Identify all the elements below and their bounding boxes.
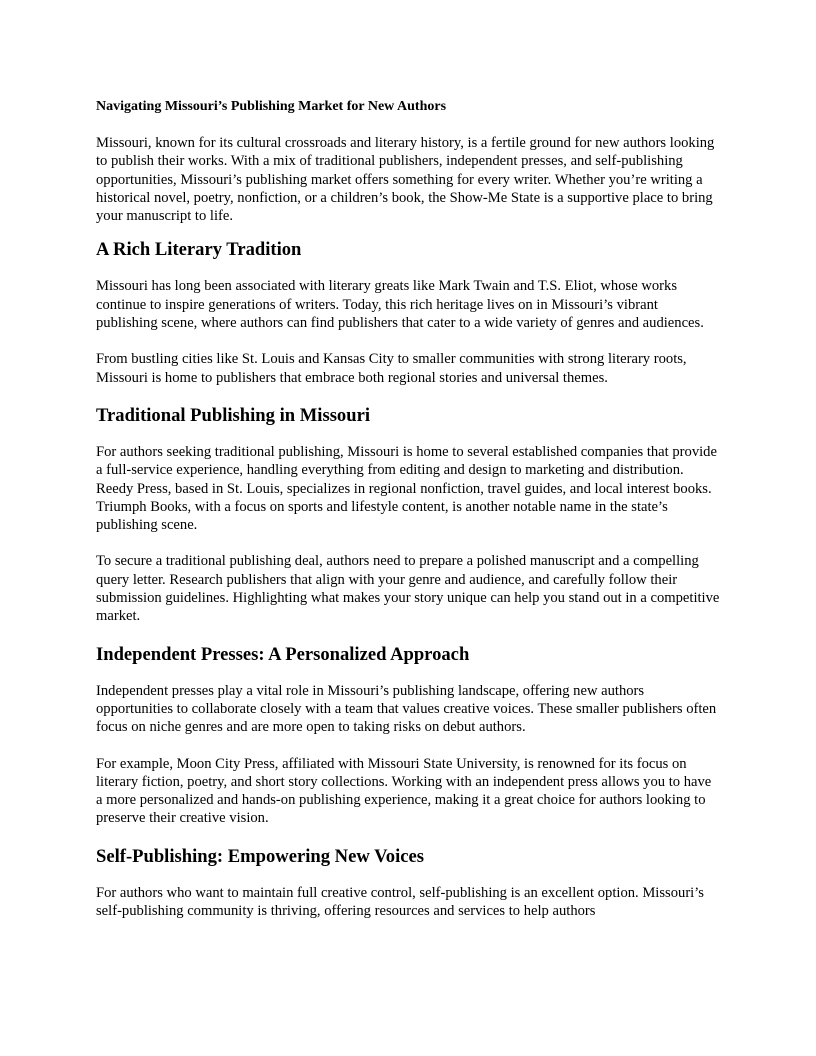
section-paragraph: For authors who want to maintain full creative control, self-publishing is an excellent option. Missouri’s self-publishing community is thriving, offering resources and services to help authors (96, 884, 704, 920)
section-heading-traditional-publishing: Traditional Publishing in Missouri (96, 404, 370, 426)
document-title: Navigating Missouri’s Publishing Market for New Authors (96, 99, 447, 114)
section-paragraph: For example, Moon City Press, affiliated with Missouri State University, is renowned for its focus on literary fiction, poetry, and short story collections. Working with an independent press allows you to have a more personalized and hands-on publishing experience, making it a great choice for authors looking to preserve their creative vision. (96, 755, 712, 827)
section-heading-independent-presses: Independent Presses: A Personalized Approach (96, 643, 470, 665)
section-heading-self-publishing: Self-Publishing: Empowering New Voices (96, 845, 424, 867)
section-paragraph: From bustling cities like St. Louis and Kansas City to smaller communities with strong literary roots, Missouri is home to publishers that embrace both regional stories and universal themes. (96, 351, 687, 386)
section-heading-literary-tradition: A Rich Literary Tradition (96, 239, 302, 261)
intro-paragraph: Missouri, known for its cultural crossroads and literary history, is a fertile ground for new authors looking to publish their works. With a mix of traditional publishers, independent presses, and self-publishing opportunities, Missouri’s publishing market offers something for every writer. Whether you’re writing a historical novel, poetry, nonfiction, or a children’s book, the Show-Me State is a supportive place to bring your manuscript to life. (96, 135, 715, 225)
section-paragraph: Missouri has long been associated with literary greats like Mark Twain and T.S. Eliot, whose works continue to inspire generations of writers. Today, this rich heritage lives on in Missouri’s vibrant publishing scene, where authors can find publishers that cater to a wide variety of genres and audiences. (96, 278, 704, 332)
document-page (96, 98, 720, 938)
section-paragraph: Independent presses play a vital role in Missouri’s publishing landscape, offering new authors opportunities to collaborate closely with a team that values creative voices. These smaller publishers often focus on niche genres and are more open to taking risks on debut authors. (96, 682, 717, 736)
section-paragraph: To secure a traditional publishing deal, authors need to prepare a polished manuscript and a compelling query letter. Research publishers that align with your genre and audience, and carefully follow their submission guidelines. Highlighting what makes your story unique can help you stand out in a competitive market. (96, 553, 720, 625)
section-paragraph: For authors seeking traditional publishing, Missouri is home to several established companies that provide a full-service experience, handling everything from editing and design to marketing and distribution. Reedy Press, based in St. Louis, specializes in regional nonfiction, travel guides, and local interest books. Triumph Books, with a focus on sports and lifestyle content, is another notable name in the state’s publishing scene. (96, 443, 717, 534)
